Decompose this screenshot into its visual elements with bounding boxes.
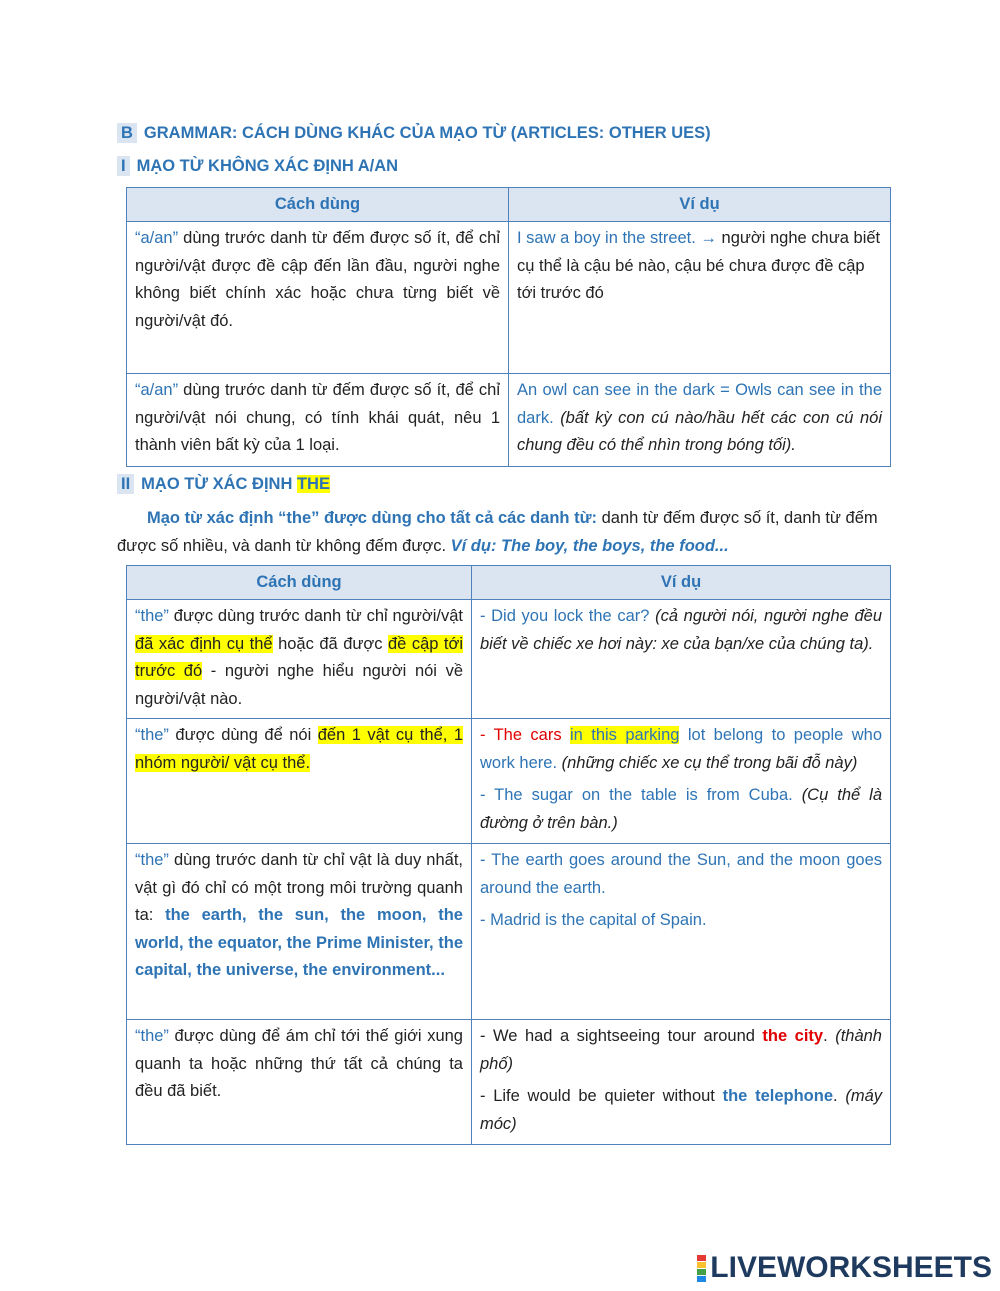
section-2-title-text: MẠO TỪ XÁC ĐỊNH — [141, 474, 293, 493]
column-header-example: Ví dụ — [509, 188, 891, 222]
example-red-text: the city — [762, 1027, 824, 1045]
quoted-article: “a/an” — [135, 381, 179, 399]
section-2-heading — [117, 474, 330, 494]
usage-text: được dùng trước danh từ chỉ người/vật — [168, 607, 463, 625]
example-explanation: (Cụ thể là đường ở trên bàn.) — [480, 786, 883, 832]
usage-text: dùng trước danh từ đếm được số ít, để chỉ người/vật được đề cập đến lần đầu, người nghe không biết chính xác hoặc chưa từng biết về người/vật đó. — [135, 229, 500, 330]
example-cell — [472, 600, 891, 719]
section-b-title: GRAMMAR: CÁCH DÙNG KHÁC CỦA MẠO TỪ (ARTICLES: OTHER UES) — [143, 123, 711, 142]
example-space — [562, 726, 570, 744]
unique-nouns-list: the earth, the sun, the moon, the world, the equator, the Prime Minister, the capital, the universe, the environment... — [135, 906, 463, 979]
table-row — [127, 600, 891, 719]
example-paragraph — [480, 782, 882, 837]
example-explanation: (những chiếc xe cụ thể trong bãi đỗ này) — [557, 753, 858, 772]
highlight-phrase: đến 1 vật cụ thể, 1 nhóm người/ vật cụ thể. — [135, 726, 463, 772]
usage-text: được dùng để nói — [168, 726, 318, 744]
usage-cell — [127, 222, 509, 374]
column-header-usage: Cách dùng — [127, 566, 472, 600]
example-red-text: - The cars — [480, 726, 562, 744]
logo-mark-block — [697, 1269, 706, 1275]
usage-cell — [127, 1020, 472, 1145]
usage-text: được dùng để ám chỉ tới thế giới xung quanh ta hoặc những thứ tất cả chúng ta đều đã biết. — [135, 1027, 463, 1100]
example-paragraph — [480, 722, 882, 777]
table-row — [127, 719, 891, 844]
articles-the-table — [126, 565, 891, 1145]
section-1-title: MẠO TỪ KHÔNG XÁC ĐỊNH A/AN — [136, 156, 399, 175]
example-explanation: (máy móc) — [480, 1087, 882, 1133]
usage-cell — [127, 844, 472, 1020]
example-cell — [472, 1020, 891, 1145]
section-1-tag: I — [117, 156, 130, 176]
table-row — [127, 844, 891, 1020]
usage-text: dùng trước danh từ chỉ vật là duy nhất, vật gì đó chỉ có một trong môi trường quanh ta: — [135, 851, 463, 924]
example-explanation: người nghe chưa biết cụ thể là cậu bé nào, cậu bé chưa được đề cập tới trước đó — [517, 229, 881, 302]
intro-lead: Mạo từ xác định “the” được dùng cho tất cả các danh từ: — [147, 509, 598, 527]
quoted-article: “the” — [135, 726, 169, 744]
usage-cell — [127, 374, 509, 467]
column-header-example: Ví dụ — [472, 566, 891, 600]
logo-mark-icon — [697, 1255, 706, 1282]
quoted-article: “a/an” — [135, 229, 179, 247]
example-cell — [472, 719, 891, 844]
section-b-tag: B — [117, 123, 137, 143]
example-cell — [509, 374, 891, 467]
quoted-article: “the” — [135, 1027, 169, 1045]
example-explanation: (cả người nói, người nghe đều biết về chiếc xe hơi này: xe của bạn/xe của chúng ta). — [480, 607, 883, 653]
quoted-article: “the” — [135, 607, 169, 625]
table-row — [127, 1020, 891, 1145]
logo-mark-block — [697, 1262, 706, 1268]
example-sentence: An owl can see in the dark = Owls can see in the dark. — [517, 381, 882, 427]
section-2-title — [141, 475, 330, 494]
usage-cell — [127, 719, 472, 844]
section-2-title-highlight: THE — [296, 474, 330, 493]
usage-cell — [127, 600, 472, 719]
logo-text: LIVEWORKSHEETS — [710, 1251, 992, 1284]
section-1-heading — [117, 156, 398, 176]
quoted-article: “the” — [135, 851, 169, 869]
example-paragraph — [480, 1023, 882, 1078]
section-b-heading — [117, 123, 711, 143]
example-paragraph: - Madrid is the capital of Spain. — [480, 911, 707, 929]
highlight-phrase: in this parking — [570, 726, 680, 744]
example-paragraph — [480, 1083, 882, 1138]
example-sentence: I saw a boy in the street. → — [517, 229, 717, 247]
example-text: . — [823, 1027, 828, 1045]
example-sentence: - Did you lock the car? — [480, 607, 650, 625]
liveworksheets-logo — [697, 1253, 992, 1283]
usage-text: - người nghe hiểu người nói về người/vật nào. — [135, 662, 463, 708]
intro-text: danh từ đếm được số ít, danh từ đếm được số nhiều, và danh từ không đếm được. — [117, 509, 878, 555]
logo-mark-block — [697, 1276, 706, 1282]
usage-text: dùng trước danh từ đếm được số ít, để chỉ người/vật nói chung, có tính khái quát, nêu 1 thành viên bất kỳ của 1 loại. — [135, 381, 500, 454]
highlight-phrase: đã xác định cụ thể — [135, 634, 273, 653]
example-explanation: (thành phố) — [480, 1027, 882, 1073]
example-sentence: - The sugar on the table is from Cuba. — [480, 786, 793, 804]
column-header-usage: Cách dùng — [127, 188, 509, 222]
example-text: - We had a sightseeing tour around — [480, 1027, 763, 1045]
example-explanation: (bất kỳ con cú nào/hầu hết các con cú nói chung đều có thể nhìn trong bóng tối). — [517, 408, 882, 454]
usage-text: hoặc đã được — [272, 634, 388, 653]
table-header-row — [127, 188, 891, 222]
section-2-tag: II — [117, 474, 134, 494]
example-text: - Life would be quieter without — [480, 1087, 723, 1105]
example-cell — [509, 222, 891, 374]
intro-example: Ví dụ: The boy, the boys, the food... — [446, 537, 729, 555]
example-sentence: lot belong to people who work here. — [480, 726, 882, 772]
example-blue-text: the telephone — [722, 1087, 834, 1105]
example-cell — [472, 844, 891, 1020]
logo-mark-block — [697, 1255, 706, 1261]
section-2-intro — [117, 504, 887, 560]
example-text: . — [833, 1087, 838, 1105]
highlight-phrase: đề cập tới trước đó — [135, 634, 463, 680]
table-header-row — [127, 566, 891, 600]
table-row — [127, 374, 891, 467]
table-row — [127, 222, 891, 374]
example-paragraph: - The earth goes around the Sun, and the moon goes around the earth. — [480, 851, 882, 897]
articles-a-an-table — [126, 187, 891, 467]
